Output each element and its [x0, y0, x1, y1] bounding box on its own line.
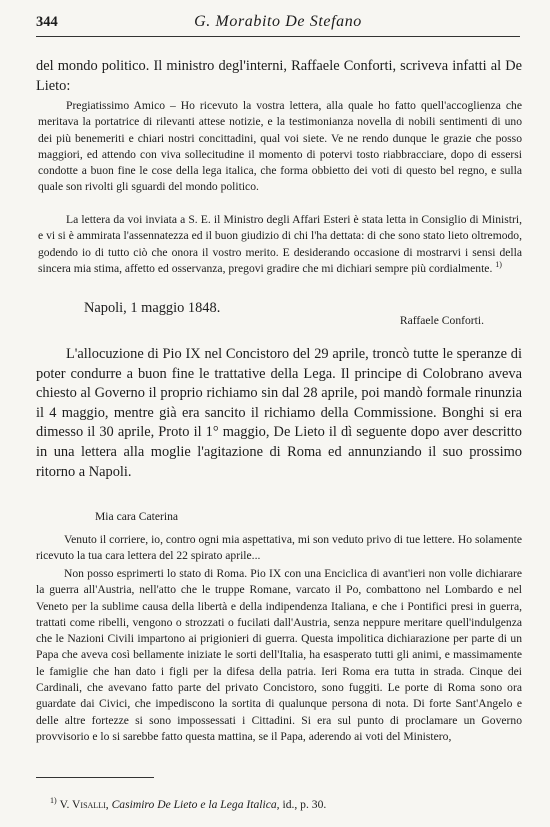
footnote-reference-detail: id., p. 30. [282, 798, 327, 811]
page-number: 344 [36, 14, 58, 30]
header-rule [36, 36, 520, 37]
letter1-signature: Raffaele Conforti. [399, 314, 484, 327]
main-paragraph: L'allocuzione di Pio IX nel Concistoro del 29 aprile, troncò tutte le speranze di poter condurre a buon fine le trattative della Lega. Il principe di Colobrano aveva chiesto al Governo il proprio richiamo sin dal 28 aprile, poi mandò formale rinunzia il 4 maggio, mentre già era sancito il richiamo della Commissione. Bonghi si era dimesso il 30 aprile, Proto il 1° maggio, De Lieto il dì seguente dopo aver descritto in una lettera alla moglie l'agitazione di Roma ed annunziando il suo prossimo ritorno a Napoli. [36, 346, 522, 480]
footnote-reference: 1) [495, 260, 502, 270]
footnote-title: Casimiro De Lieto e la Lega Italica, [111, 798, 280, 811]
letter2-paragraph-1: Venuto il corriere, io, contro ogni mia aspettativa, mi son veduto privo di tue lettere. Ho solamente ricevuto la tua cara lettera del 22 spirato aprile... [36, 533, 522, 563]
intro-paragraph: del mondo politico. Il ministro degl'interni, Raffaele Conforti, scriveva infatti al De Lieto: [36, 58, 522, 94]
letter1-paragraph-2-text: La lettera da voi inviata a S. E. il Ministro degli Affari Esteri è stata letta in Consiglio di Ministri, e vi si è ammirata l'assennatezza ed il buon giudizio di chi l'ha dettata: di che sono stato lieto oltremodo, godendo io di tutto ciò che onora il vostro merito. E desiderando occasione di mostrarvi i sensi della sincera mia stima, affetto ed osservanza, pregovi gradire che mi dichiari sempre più cordialmente. [38, 213, 522, 275]
page-header [36, 8, 520, 36]
footnote-rule [36, 777, 154, 778]
footnote-author: V. Visalli, [59, 798, 109, 811]
letter2-salutation: Mia cara Caterina [95, 510, 179, 523]
footnote-marker: 1) [50, 796, 57, 806]
letter1-paragraph-1: Pregiatissimo Amico – Ho ricevuto la vostra lettera, alla quale ho fatto quell'accoglienza che meritava la portatrice di rilevanti attese notizie, e la testimonianza novella di nobili sentimenti di uno dei più benemeriti e chiari nostri concittadini, qual voi siete. Ve ne rendo dunque le grazie che posso maggiori, ed attendo con viva sollecitudine il momento di potervi tosto riabbracciare, dopo di essersi condotte a buon fine le cose della lega italica, che forma obbietto dei voti di questo bel regno, e sulla quale son rivolti gli sguardi del mondo politico. [38, 99, 522, 194]
letter2-paragraph-2: Non posso esprimerti lo stato di Roma. Pio IX con una Enciclica di avant'ieri non volle dichiarare la guerra all'Austria, nell'atto che le truppe Romane, varcato il Po, combattono nel Lombardo e nel Veneto per la sublime causa della libertà e della indipendenza Italiana, e che i Pontifici presi in guerra, trattati come ribelli, vengono o strozzati o fucilati dall'Austria, senza neppure meritare quell'indulgenza che le Nazioni Civili impartono ai prigionieri di guerra. Questa impolitica dichiarazione per parte di un Papa che aveva così bellamente iniziate le sorti dell'Italia, ha esasperato tutti gli animi, e massimamente le famiglie che han dato i figli per la difesa della patria. Ieri Roma era tutta in strada. Cinque dei Cardinali, che avevano fatto parte del privato Concistoro, sono fuggiti. Le porte di Roma sono ora guardate dai Civici, che impediscono la sortita di qualunque persona di nota. Di forte Sant'Angelo e delle altre fortezze si sono impossessati i Cittadini. Si era sul punto di proclamare un Governo provvisorio e lo si sarebbe fatto questa mattina, se il Papa, aderendo ai voti del Ministero, [36, 567, 522, 743]
letter1-dateline: Napoli, 1 maggio 1848. [84, 300, 221, 316]
letter1-paragraph-2 [38, 212, 522, 277]
running-head: G. Morabito De Stefano [194, 13, 362, 30]
footnote [50, 797, 522, 812]
